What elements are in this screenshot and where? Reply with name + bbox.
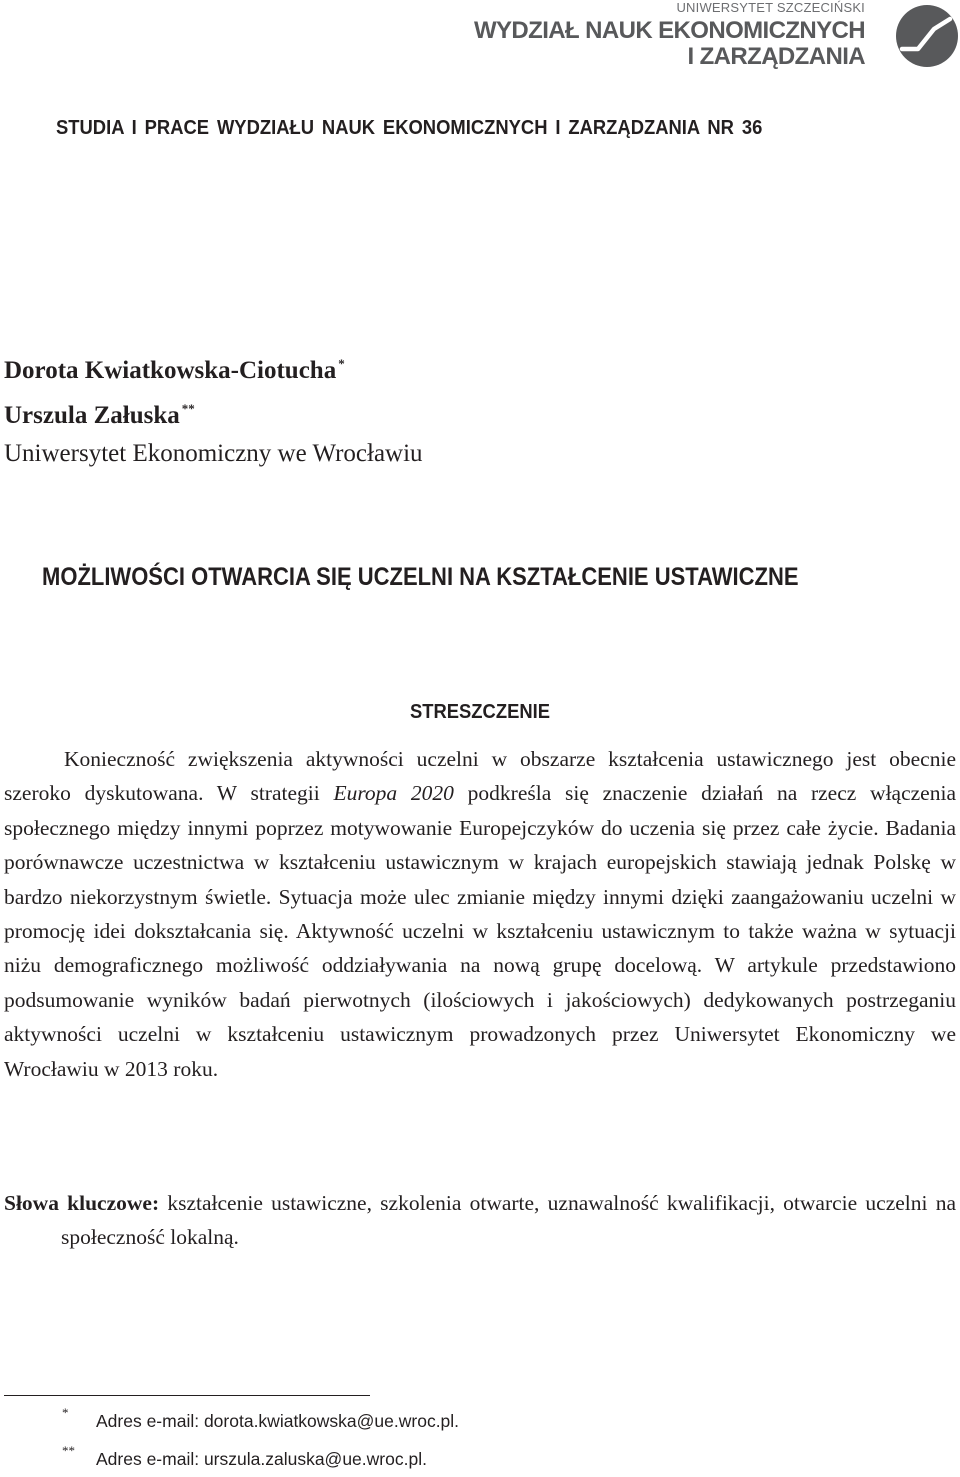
footnote-divider (4, 1395, 370, 1396)
abstract-text-part: Konieczność zwiększenia aktywności uczelni w obszarze kształcenia ustawicznego jest obecnie szeroko dyskutowana. W strategii (4, 747, 956, 806)
logo-faculty-line1: WYDZIAŁ NAUK EKONOMICZNYCH (473, 17, 865, 44)
abstract-text-part: podkreśla się znaczenie działań na rzecz włączenia społecznego między innymi poprzez motywowanie Europejczyków do uczenia się przez całe życie. Badania porównawcze uczestnictwa w kształceniu ustawicznym w krajach europejskich stawiają jednak Polskę w bardzo niekorzystnym świetle. Sytuacja może ulec zmianie między innymi dzięki zaangażowaniu uczelni w promocję idei dokształcania się. Aktywność uczelni w kształceniu ustawicznym to także ważna w sytuacji niżu demograficznego możliwość oddziaływania na nową grupę docelową. W artykule przedstawiono podsumowanie wyników badań pierwotnych (ilościowych i jakościowych) dedykowanych postrzeganiu aktywności uczelni w kształceniu ustawicznym prowadzonych przez Uniwersytet Ekonomiczny we Wrocławiu w 2013 roku. (4, 781, 956, 1081)
author-2 (4, 390, 423, 435)
footnote-marker: * (338, 356, 345, 371)
abstract-heading: STRESZCZENIE (409, 701, 551, 723)
author-name: Dorota Kwiatkowska-Ciotucha (4, 357, 337, 384)
logo-university-name: UNIWERSYTET SZCZECIŃSKI (676, 0, 865, 15)
footnote-mark: ** (62, 1443, 75, 1458)
keywords-text: kształcenie ustawiczne, szkolenia otwarte, uznawalność kwalifikacji, otwarcie uczelni na społeczność lokalną. (61, 1191, 956, 1250)
keywords-label: Słowa kluczowe: (4, 1191, 160, 1215)
footnote-text: Adres e-mail: dorota.kwiatkowska@ue.wroc.pl. (96, 1411, 460, 1431)
faculty-logo (473, 0, 960, 75)
abstract-italic-term: Europa 2020 (333, 781, 454, 806)
authors-block (4, 345, 423, 473)
footnote-mark: * (62, 1405, 69, 1420)
affiliation: Uniwersytet Ekonomiczny we Wrocławiu (4, 440, 423, 467)
paper-title: MOŻLIWOŚCI OTWARCIA SIĘ UCZELNI NA KSZTAŁCENIE USTAWICZNE (42, 563, 799, 591)
abstract-text (4, 742, 956, 1086)
rising-arrow-circle-icon (894, 3, 960, 69)
author-1 (4, 345, 423, 390)
logo-faculty-line2: I ZARZĄDZANIA (687, 43, 865, 70)
journal-series-header: STUDIA I PRACE WYDZIAŁU NAUK EKONOMICZNYCH I ZARZĄDZANIA NR 36 (56, 117, 763, 139)
keywords (4, 1186, 956, 1255)
footnote-text: Adres e-mail: urszula.zaluska@ue.wroc.pl. (96, 1449, 427, 1469)
author-name: Urszula Załuska (4, 402, 180, 429)
footnote-marker: ** (181, 401, 195, 416)
